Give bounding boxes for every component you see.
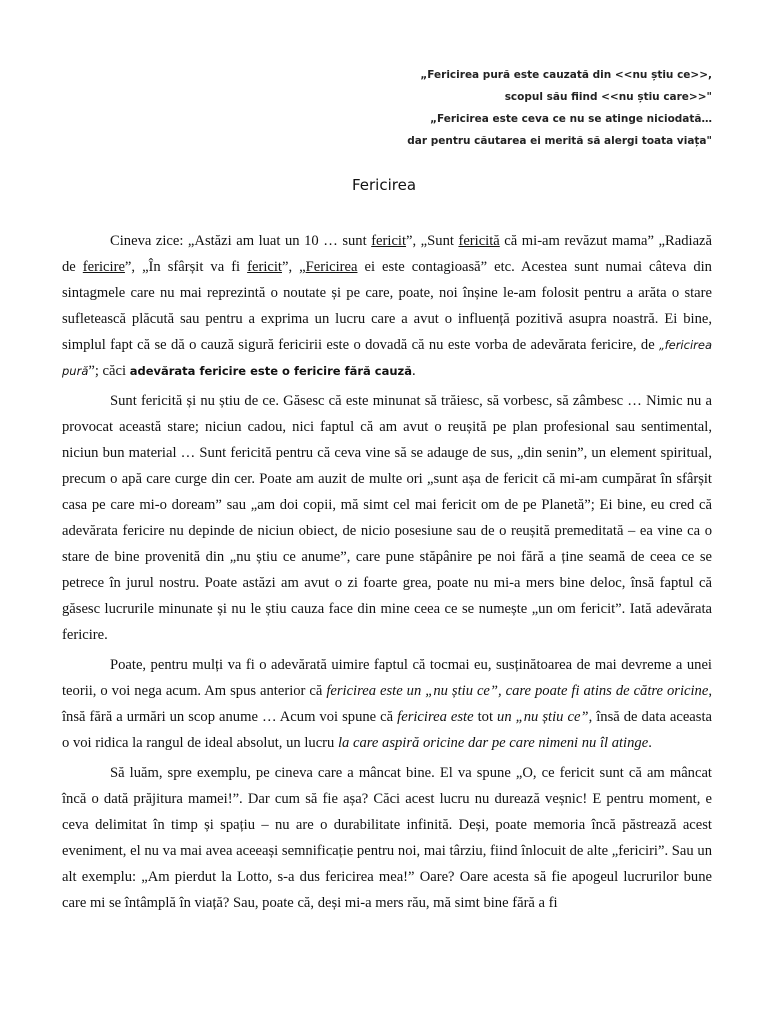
document-body bbox=[62, 228, 712, 920]
underlined-word: fericită bbox=[458, 233, 500, 249]
paragraph-2: Sunt fericită și nu știu de ce. Găsesc că este minunat să trăiesc, să vorbesc, să zâmbesc … Nimic nu a provocat această stare; niciun cadou, nici faptul că am avut o reușită pe plan profesional sau sentimental, niciun bun material … Sunt fericită pentru că ceva vine să se adauge de sus, „din senin”, un element spiritual, precum o apă care curge din cer. Poate am auzit de multe ori „sunt așa de fericit că mi-am cumpărat în sfârșit casa pe care mi-o doream” sau „am doi copii, mă simt cel mai fericit om de pe Planetă”; Ei bine, eu cred că adevărata fericire nu depinde de niciun obiect, de nicio posesiune sau de o reușită premeditată – ea vine ca o stare de bine provenită din „nu știu ce anume”, care pune stăpânire pe noi fără a ține seamă de ceea ce se petrece în jurul nostru. Poate astăzi am avut o zi foarte grea, poate nu mi-a mers bine deloc, însă faptul că găsesc lucrurile minunate și nu le știu cauza face din mine ceea ce se numește „un om fericit”. Iată adevărata fericire. bbox=[62, 393, 712, 643]
bold-phrase: adevărata fericire este o fericire fără cauză bbox=[129, 364, 413, 378]
page-title: Fericirea bbox=[351, 176, 417, 194]
underlined-word: fericit bbox=[247, 259, 282, 275]
underlined-word: fericit bbox=[371, 233, 407, 249]
epigraph-line: „Fericirea pură este cauzată din <<nu știu ce>>, bbox=[420, 69, 712, 81]
italic-phrase: fericirea este bbox=[397, 709, 474, 725]
epigraph bbox=[352, 64, 712, 152]
underlined-word: fericire bbox=[82, 259, 125, 275]
epigraph-line: scopul său fiind <<nu știu care>>" bbox=[504, 91, 712, 103]
italic-phrase: la care aspiră oricine dar pe care nimeni nu îl atinge bbox=[337, 735, 649, 751]
epigraph-line: „Fericirea este ceva ce nu se atinge niciodată… bbox=[430, 113, 712, 125]
paragraph-4: Să luăm, spre exemplu, pe cineva care a mâncat bine. El va spune „O, ce fericit sunt că am mâncat încă o dată prăjitura mamei!”. Dar cum să fie așa? Căci acest lucru nu durează veșnic! E pentru moment, e ceva delimitat în timp și spațiu – nu are o durabilitate infinită. Deși, poate memoria încă păstrează acest eveniment, el nu va mai avea aceeași semnificație pentru noi, mai târziu, fiind înlocuit de alte „fericiri”. Sau un alt exemplu: „Am pierdut la Lotto, s-a dus fericirea mea!” Oare? Oare acesta să fie apogeul lucrurilor bune care mi se întâmplă în viață? Sau, poate că, deși mi-a mers rău, mă simt bine fără a fi bbox=[62, 765, 712, 911]
paragraph-3: Poate, pentru mulți va fi o adevărată uimire faptul că tocmai eu, susținătoarea de mai devreme a unei teorii, o voi nega acum. Am spus anterior că fericirea este un „nu știu ce”, care poate fi atins de către oricine, însă fără a urmări un scop anume … Acum voi spune că fericirea este tot un „nu știu ce”, însă de data aceasta o voi ridica la rangul de ideal absolut, un lucru la care aspiră oricine dar pe care nimeni nu îl atinge. bbox=[62, 657, 713, 751]
underlined-word: Fericirea bbox=[305, 259, 358, 275]
italic-phrase: „fericirea pură bbox=[62, 338, 712, 378]
paragraph-1: Cineva zice: „Astăzi am luat un 10 … sunt fericit”, „Sunt fericită că mi-am revăzut mama” „Radiază de fericire”, „În sfârșit va fi fericit”, „Fericirea ei este contagioasă” etc. Acestea sunt numai câteva din sintagmele care nu mai reprezintă o noutate și pe care, poate, noi înșine le-am folosit pentru a arăta o stare sufletească plăcută sau pentru a exprima un lucru care a avut o influență pozitivă asupra noastră. Ei bine, simplul fapt că se dă o cauză sigură fericirii este o dovadă că nu este vorba de adevărata fericire, de „fericirea pură”; căci adevărata fericire este o fericire fără cauză. bbox=[62, 233, 713, 379]
italic-phrase: un „nu știu ce” bbox=[497, 709, 589, 725]
epigraph-line: dar pentru căutarea ei merită să alergi toata viața" bbox=[407, 135, 712, 147]
italic-phrase: fericirea este un „nu știu ce”, care poate fi atins de către oricine bbox=[326, 683, 709, 699]
